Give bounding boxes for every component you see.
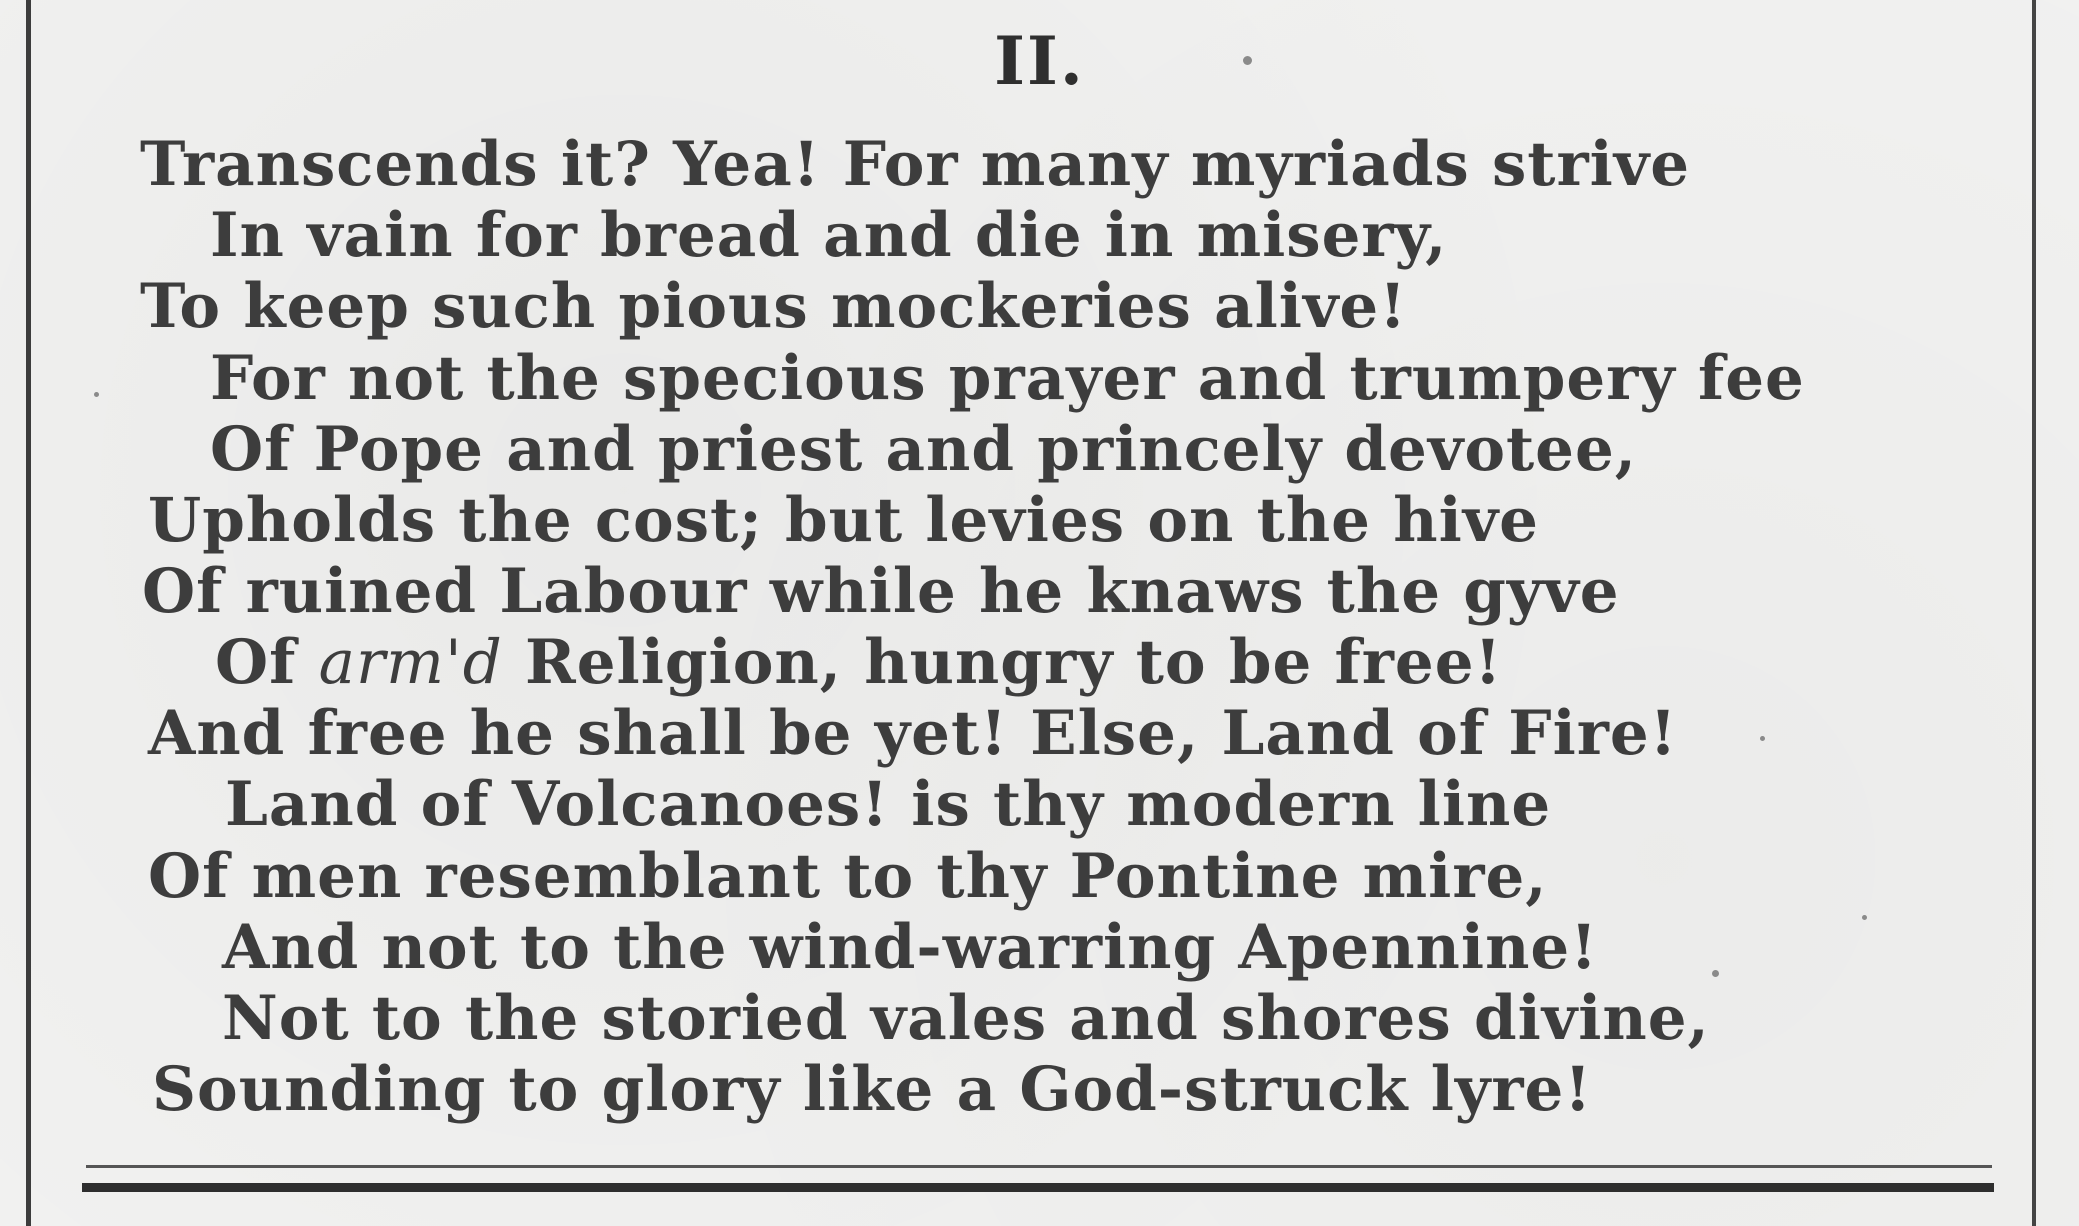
- poem-line: Upholds the cost; but levies on the hive: [148, 485, 1539, 556]
- poem-line: Of men resemblant to thy Pontine mire,: [148, 841, 1548, 912]
- ink-speck: [1712, 970, 1719, 977]
- poem-line: Not to the storied vales and shores divine,: [222, 983, 1710, 1054]
- poem-line: And not to the wind-warring Apennine!: [222, 912, 1599, 983]
- bottom-thin-rule: [86, 1165, 1992, 1168]
- poem-line: Of ruined Labour while he knaws the gyve: [142, 556, 1620, 627]
- poem-line: To keep such pious mockeries alive!: [140, 271, 1408, 342]
- italic-word: arm'd: [318, 627, 503, 698]
- poem-line: And free he shall be yet! Else, Land of Fire!: [148, 698, 1678, 769]
- ink-speck: [94, 392, 99, 397]
- poem-line: For not the specious prayer and trumpery fee: [210, 343, 1805, 414]
- section-number-heading: II.: [994, 22, 1085, 100]
- poem-line: In vain for bread and die in misery,: [210, 200, 1448, 271]
- poem-line-end: Religion, hungry to be free!: [502, 627, 1503, 698]
- ink-speck: [1862, 915, 1867, 920]
- poem-line: [215, 627, 1503, 698]
- bottom-thick-rule: [82, 1183, 1994, 1192]
- poem-line: Sounding to glory like a God-struck lyre!: [152, 1054, 1593, 1125]
- poem-line: Land of Volcanoes! is thy modern line: [225, 769, 1552, 840]
- poem-line: Transcends it? Yea! For many myriads strive: [140, 129, 1691, 200]
- ink-speck: [1760, 736, 1765, 741]
- poem-line: Of Pope and priest and princely devotee,: [210, 414, 1638, 485]
- ink-speck: [1243, 56, 1252, 65]
- poem-line-start: Of: [215, 627, 319, 698]
